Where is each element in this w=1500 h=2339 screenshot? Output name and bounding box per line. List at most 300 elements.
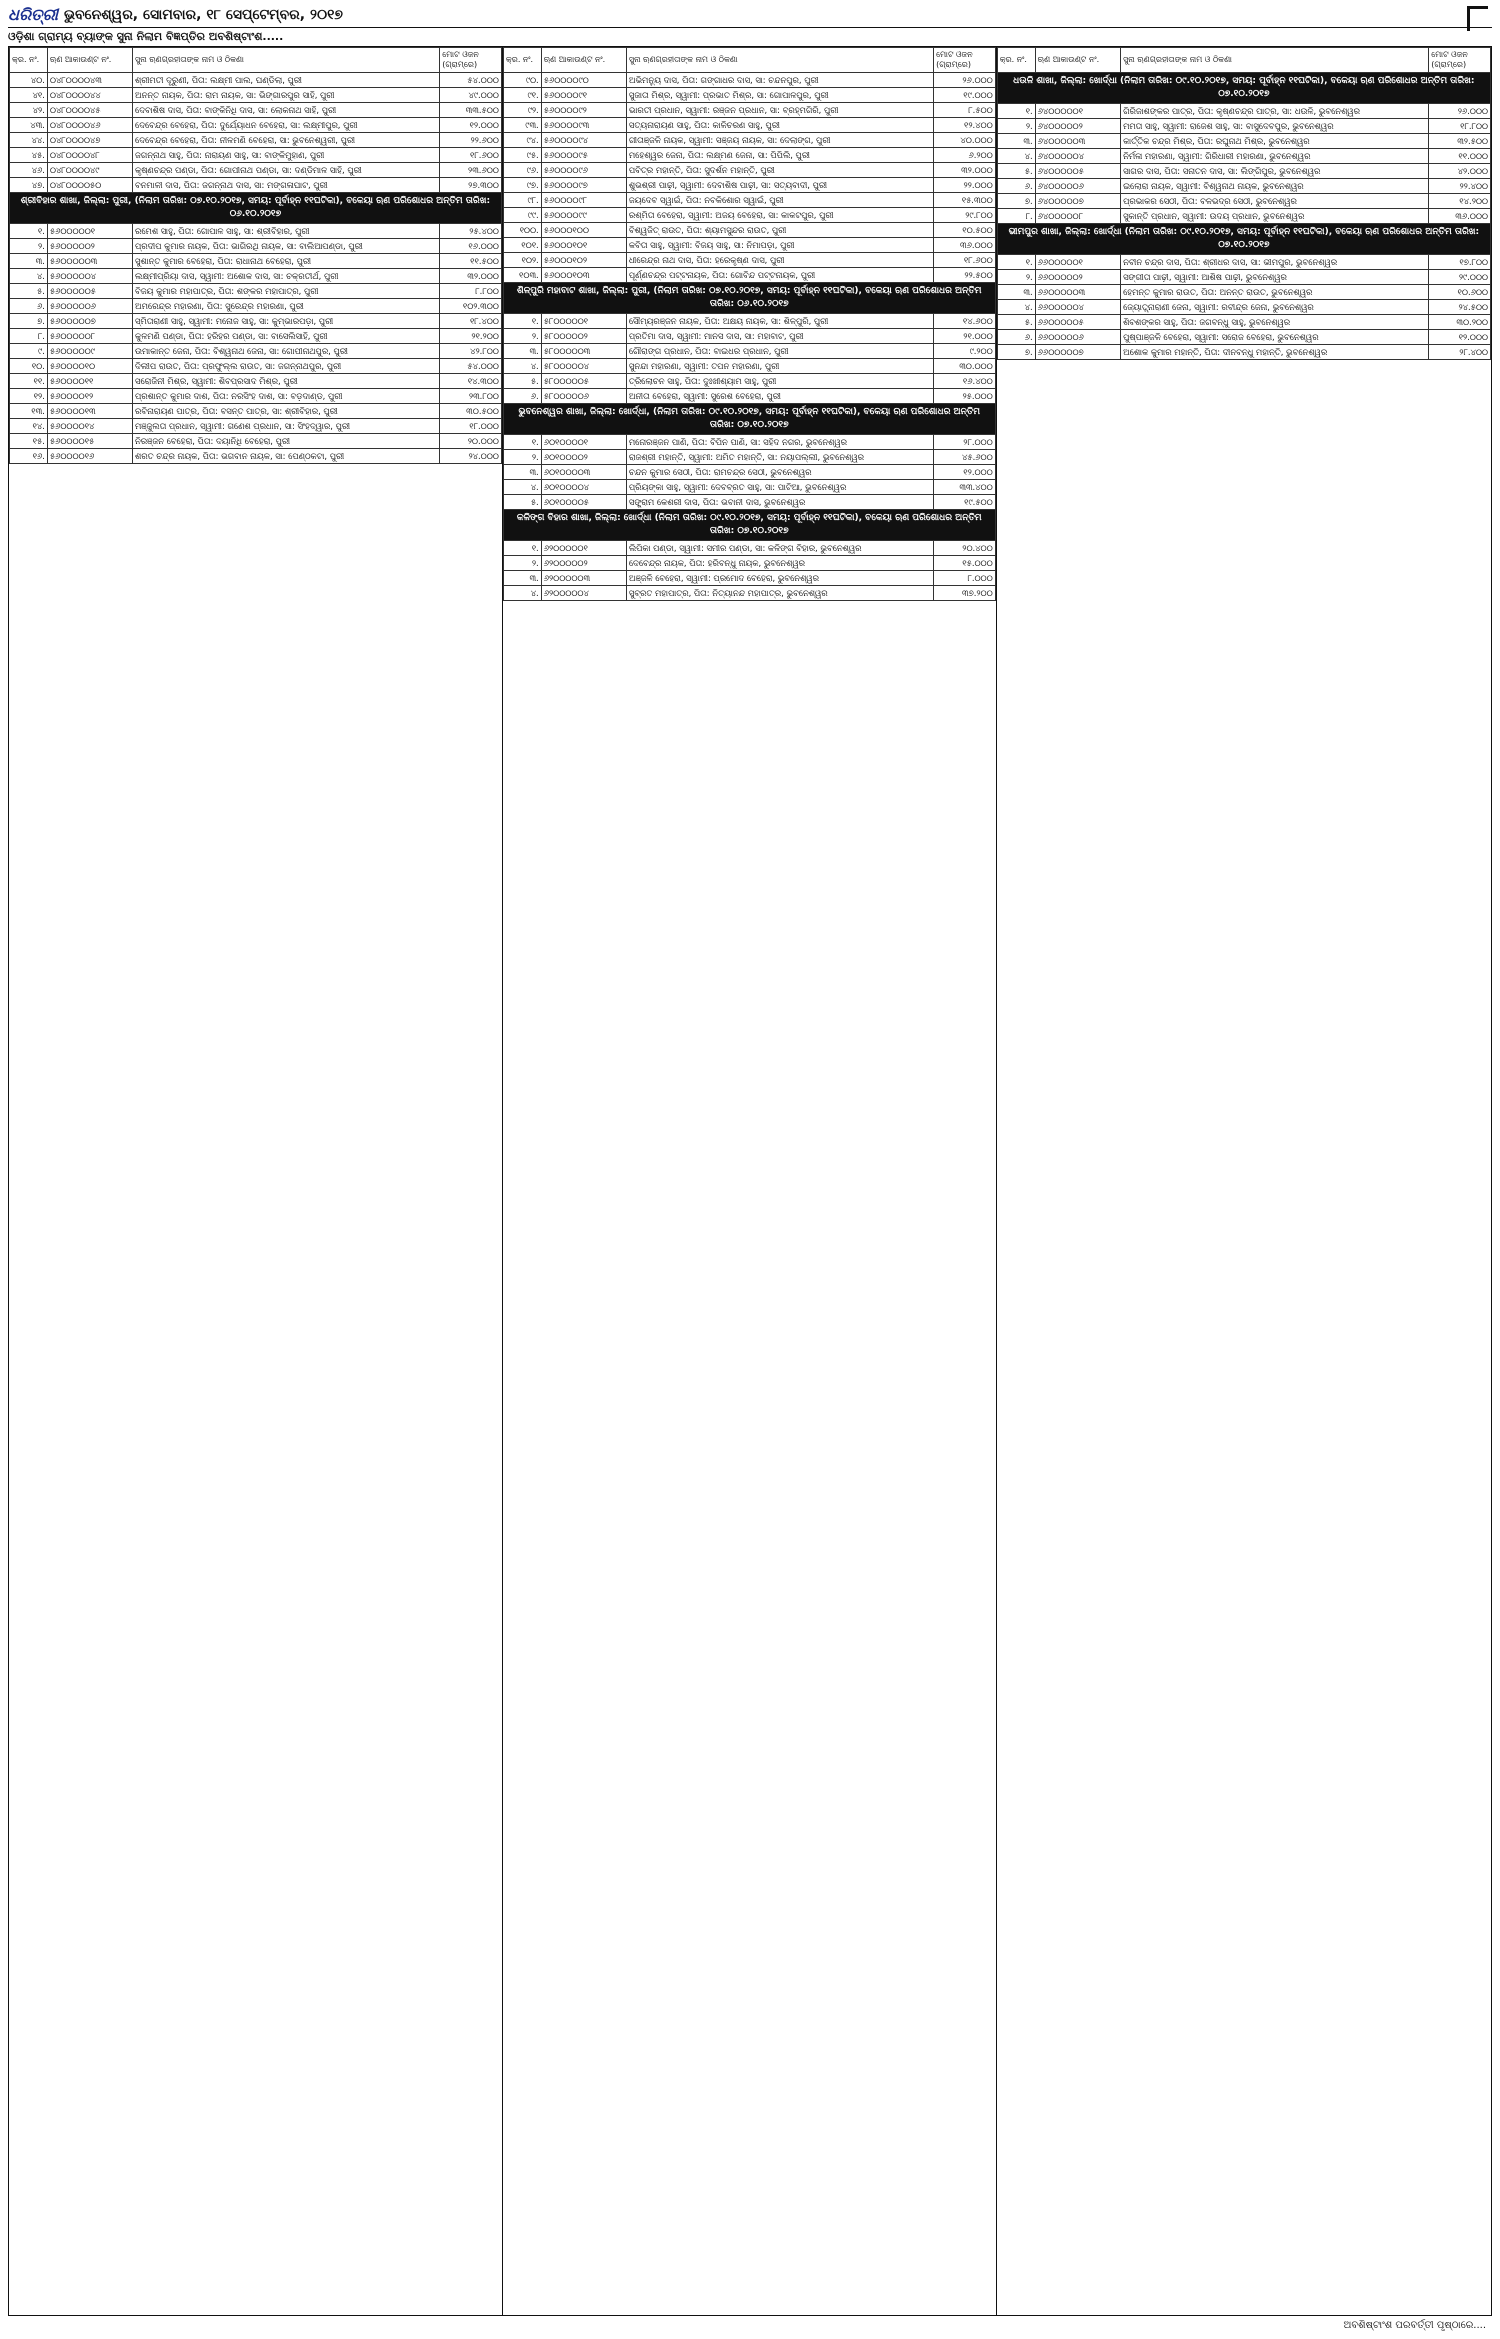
cell-wt: ୪୨.୦୦୦ xyxy=(1429,164,1491,179)
cell-sl: ୩. xyxy=(10,254,48,269)
cell-name: ମମତା ସାହୁ, ସ୍ୱାମୀ: ରାଜେଶ ସାହୁ, ସା: ବାସୁଦେବପୁର, ଭୁବନେଶ୍ୱର xyxy=(1121,119,1429,134)
table-row xyxy=(10,73,502,88)
cell-name: ସୁନନ୍ଦା ମହାରଣା, ସ୍ୱାମୀ: ତପନ ମହାରଣା, ପୁରୀ xyxy=(626,359,933,374)
cell-name: ସୁଶାନ୍ତ କୁମାର ବେହେରା, ପିତା: ରାଧାନାଥ ବେହେରା, ପୁରୀ xyxy=(133,254,440,269)
cell-wt: ୧୧.୦୦୦ xyxy=(1429,149,1491,164)
cell-wt: ୨୨.୪୦୦ xyxy=(1429,179,1491,194)
cell-acc: ୫୬୦୦୦୧୦୩ xyxy=(541,268,626,283)
cell-sl: ୧. xyxy=(503,314,541,329)
cell-sl: ୩. xyxy=(503,465,541,480)
cell-wt: ୨୦.୦୦୦ xyxy=(440,434,502,449)
table-row xyxy=(503,163,995,178)
table-row xyxy=(503,556,995,571)
cell-wt: ୨୩.୮୦୦ xyxy=(440,389,502,404)
cell-sl: ୪୨. xyxy=(10,103,48,118)
cell-name: ବିଶ୍ୱଜିତ୍ ରାଉତ, ପିତା: ଶ୍ୟାମସୁନ୍ଦର ରାଉତ, ପୁରୀ xyxy=(626,223,933,238)
cell-wt: ୨୮.୪୦୦ xyxy=(1429,345,1491,360)
cell-name: ଶିବଶଙ୍କର ସାହୁ, ପିତା: ଜଗବନ୍ଧୁ ସାହୁ, ଭୁବନେଶ୍ୱର xyxy=(1121,315,1429,330)
cell-acc: ୬୦୧୦୦୦୦୪ xyxy=(541,480,626,495)
table-row xyxy=(503,118,995,133)
dateline: ଭୁବନେଶ୍ୱର, ସୋମବାର, ୧୮ ସେପ୍ଟେମ୍ବର, ୨୦୧୭ xyxy=(63,7,343,23)
cell-sl: ୨. xyxy=(997,119,1035,134)
cell-wt: ୩୬.୦୦୦ xyxy=(1429,209,1491,224)
cell-name: ଜୟଦେବ ସ୍ୱାଇଁ, ପିତା: ନବକିଶୋର ସ୍ୱାଇଁ, ପୁରୀ xyxy=(626,193,933,208)
cell-acc: ୫୬୦୦୦୦୧୦ xyxy=(47,359,132,374)
table-row xyxy=(503,465,995,480)
table-row xyxy=(10,359,502,374)
branch-banner-row xyxy=(997,224,1490,255)
cell-acc: ୬୦୧୦୦୦୦୧ xyxy=(541,435,626,450)
cell-wt: ୧୨.୦୦୦ xyxy=(1429,330,1491,345)
cell-wt: ୨୪.୫୦୦ xyxy=(1429,300,1491,315)
cell-acc: ୦୪୮୦୦୦୦୪୩ xyxy=(47,73,132,88)
cell-acc: ୬୨୦୦୦୦୦୪ xyxy=(541,586,626,601)
table-row xyxy=(503,450,995,465)
branch-banner: ଧଉଳି ଶାଖା, ଜିଲ୍ଲା: ଖୋର୍ଦ୍ଧା (ନିଲାମ ତାରିଖ: ୦୯.୧୦.୨୦୧୭, ସମୟ: ପୂର୍ବାହ୍ନ ୧୧ଘଟିକା), ବକେୟା ଋଣ ପରିଶୋଧର ଅନ୍ତିମ ତାରିଖ: ୦୭.୧୦.୨୦୧୭ xyxy=(997,73,1490,104)
cell-sl: ୨. xyxy=(997,270,1035,285)
header-name: ସୁନା ଋଣଗ୍ରହୀତାଙ୍କ ନାମ ଓ ଠିକଣା xyxy=(626,48,933,73)
cell-acc: ୫୬୦୦୦୦୯୯ xyxy=(541,208,626,223)
cell-wt: ୧୦.୬୦୦ xyxy=(1429,285,1491,300)
table-header-row xyxy=(997,48,1490,73)
cell-acc: ୫୮୦୦୦୦୦୪ xyxy=(541,359,626,374)
cell-acc: ୫୬୦୦୦୦୯୧ xyxy=(541,88,626,103)
continued-note: ଅବଶିଷ୍ଟାଂଶ ପରବର୍ତ୍ତୀ ପୃଷ୍ଠାରେ.... xyxy=(1343,2320,1486,2331)
cell-acc: ୦୪୮୦୦୦୦୪୭ xyxy=(47,133,132,148)
table-row xyxy=(10,148,502,163)
table-row xyxy=(10,404,502,419)
table-row xyxy=(503,133,995,148)
cell-wt: ୫୪.୦୦୦ xyxy=(440,73,502,88)
cell-sl: ୧. xyxy=(503,435,541,450)
newspaper-brand: ଧରିତ୍ରୀ xyxy=(8,5,58,24)
table-row xyxy=(10,163,502,178)
cell-name: ପ୍ରଭାକର ସେଠୀ, ପିତା: ବଳଭଦ୍ର ସେଠୀ, ଭୁବନେଶ୍ୱର xyxy=(1121,194,1429,209)
cell-acc: ୫୬୦୦୦୦୯୨ xyxy=(541,103,626,118)
cell-name: ରବିନାରାୟଣ ପାତ୍ର, ପିତା: ବସନ୍ତ ପାତ୍ର, ସା: ଶ୍ରୀବିହାର, ପୁରୀ xyxy=(133,404,440,419)
cell-name: ଅମରେନ୍ଦ୍ର ମହାରଣା, ପିତା: ସୁରେନ୍ଦ୍ର ମହାରଣା, ପୁରୀ xyxy=(133,299,440,314)
table-row xyxy=(503,571,995,586)
cell-wt: ୧୨.୦୦୦ xyxy=(440,118,502,133)
cell-acc: ୬୪୦୦୦୦୦୨ xyxy=(1035,119,1120,134)
cell-acc: ୫୬୦୦୦୦୯୫ xyxy=(541,148,626,163)
cell-wt: ୨୨.୫୦୦ xyxy=(934,268,996,283)
cell-acc: ୬୪୦୦୦୦୦୩ xyxy=(1035,134,1120,149)
cell-name: ସଙ୍ଗୀତା ପାଢ଼ୀ, ସ୍ୱାମୀ: ଆଶିଷ ପାଢ଼ୀ, ଭୁବନେଶ୍ୱର xyxy=(1121,270,1429,285)
cell-sl: ୪୭. xyxy=(10,178,48,193)
cell-sl: ୧୦୨. xyxy=(503,253,541,268)
cell-name: ଅନନ୍ତ ନାୟକ, ପିତା: ରାମ ନାୟକ, ସା: ଭିଙ୍ଗାରପୁର ସାହି, ପୁରୀ xyxy=(133,88,440,103)
cell-wt: ୧୯.୫୦୦ xyxy=(934,495,996,510)
cell-name: ପୂର୍ଣ୍ଣଚନ୍ଦ୍ର ପଟ୍ଟନାୟକ, ପିତା: ଗୋବିନ୍ଦ ପଟ୍ଟନାୟକ, ପୁରୀ xyxy=(626,268,933,283)
table-row xyxy=(503,268,995,283)
cell-name: ହେମନ୍ତ କୁମାର ରାଉତ, ପିତା: ଅନନ୍ତ ରାଉତ, ଭୁବନେଶ୍ୱର xyxy=(1121,285,1429,300)
table-row xyxy=(10,374,502,389)
cell-acc: ୫୬୦୦୦୦୦୧ xyxy=(47,224,132,239)
cell-wt: ୩୭.୨୦୦ xyxy=(934,586,996,601)
masthead-rule xyxy=(8,27,1492,28)
cell-acc: ୫୬୦୦୦୧୦୦ xyxy=(541,223,626,238)
table-row xyxy=(997,315,1490,330)
cell-sl: ୯୫. xyxy=(503,148,541,163)
cell-sl: ୫. xyxy=(997,315,1035,330)
table-row xyxy=(10,103,502,118)
cell-acc: ୬୬୦୦୦୦୦୬ xyxy=(1035,330,1120,345)
cell-sl: ୧୦୦. xyxy=(503,223,541,238)
header-account: ଋଣ ଆକାଉଣ୍ଟ ନଂ. xyxy=(47,48,132,73)
cell-wt: ୩୬.୦୦୦ xyxy=(934,238,996,253)
cell-sl: ୪୧. xyxy=(10,88,48,103)
cell-wt: ୧୯.୦୦୦ xyxy=(934,88,996,103)
cell-name: କୃଷ୍ଣଚନ୍ଦ୍ର ପଣ୍ଡା, ପିତା: ଗୋପୀନାଥ ପଣ୍ଡା, ସା: ଦଣ୍ଡିମାଳ ସାହି, ପୁରୀ xyxy=(133,163,440,178)
cell-sl: ୯୭. xyxy=(503,178,541,193)
cell-name: ନିର୍ମଳା ମହାରଣା, ସ୍ୱାମୀ: ଗିରିଧାରୀ ମହାରଣା, ଭୁବନେଶ୍ୱର xyxy=(1121,149,1429,164)
cell-acc: ୬୪୦୦୦୦୦୧ xyxy=(1035,104,1120,119)
auction-table xyxy=(503,47,996,601)
header-weight: ମୋଟ ଓଜନ (ଗ୍ରାମ୍‌ରେ) xyxy=(440,48,502,73)
cell-acc: ୦୪୮୦୦୦୦୪୫ xyxy=(47,103,132,118)
header-weight: ମୋଟ ଓଜନ (ଗ୍ରାମ୍‌ରେ) xyxy=(1429,48,1491,73)
cell-sl: ୯୮. xyxy=(503,193,541,208)
cell-sl: ୧୦. xyxy=(10,359,48,374)
cell-wt: ୮.୮୦୦ xyxy=(440,284,502,299)
branch-banner-row xyxy=(503,404,995,435)
cell-acc: ୫୬୦୦୦୦୦୪ xyxy=(47,269,132,284)
cell-sl: ୫. xyxy=(10,284,48,299)
cell-name: ଜ୍ୟୋତ୍ସ୍ନାରାଣୀ ଜେନା, ସ୍ୱାମୀ: ରବୀନ୍ଦ୍ର ଜେନା, ଭୁବନେଶ୍ୱର xyxy=(1121,300,1429,315)
cell-sl: ୧୩. xyxy=(10,404,48,419)
cell-sl: ୭. xyxy=(10,314,48,329)
cell-sl: ୩. xyxy=(997,285,1035,300)
branch-banner-row xyxy=(997,73,1490,104)
cell-acc: ୬୪୦୦୦୦୦୬ xyxy=(1035,179,1120,194)
cell-wt: ୧୭.୮୦୦ xyxy=(1429,255,1491,270)
cell-acc: ୫୬୦୦୦୦୦୩ xyxy=(47,254,132,269)
cell-wt: ୬.୨୦୦ xyxy=(934,148,996,163)
cell-wt: ୩୩.୪୦୦ xyxy=(934,480,996,495)
branch-banner-row xyxy=(10,193,502,224)
cell-acc: ୬୬୦୦୦୦୦୨ xyxy=(1035,270,1120,285)
cell-acc: ୦୪୮୦୦୦୦୪୮ xyxy=(47,148,132,163)
table-row xyxy=(503,193,995,208)
cell-acc: ୬୦୧୦୦୦୦୫ xyxy=(541,495,626,510)
branch-banner: ଶ୍ରୀବିହାର ଶାଖା, ଜିଲ୍ଲା: ପୁରୀ, (ନିଲାମ ତାରିଖ: ୦୭.୧୦.୨୦୧୭, ସମୟ: ପୂର୍ବାହ୍ନ ୧୧ଘଟିକା), ବକେୟା ଋଣ ପରିଶୋଧର ଅନ୍ତିମ ତାରିଖ: ୦୬.୧୦.୨୦୧୭ xyxy=(10,193,502,224)
cell-name: କୁଳମଣି ପଣ୍ଡା, ପିତା: ହରିହର ପଣ୍ଡା, ସା: ବାସେଲିସାହି, ପୁରୀ xyxy=(133,329,440,344)
cell-sl: ୬. xyxy=(997,179,1035,194)
cell-acc: ୫୬୦୦୦୦୯୦ xyxy=(541,73,626,88)
cell-acc: ୫୬୦୦୦୦୧୧ xyxy=(47,374,132,389)
cell-acc: ୬୬୦୦୦୦୦୩ xyxy=(1035,285,1120,300)
header-sl: କ୍ର. ନଂ. xyxy=(10,48,48,73)
cell-name: ମଞ୍ଜୁଲତା ପ୍ରଧାନ, ସ୍ୱାମୀ: ଗଣେଶ ପ୍ରଧାନ, ସା: ସିଂହଦ୍ୱାର, ପୁରୀ xyxy=(133,419,440,434)
cell-sl: ୯୦. xyxy=(503,73,541,88)
cell-wt: ୧୦୨.୩୦୦ xyxy=(440,299,502,314)
table-row xyxy=(997,270,1490,285)
cell-sl: ୧୫. xyxy=(10,434,48,449)
cell-acc: ୬୬୦୦୦୦୦୪ xyxy=(1035,300,1120,315)
branch-banner: ଭୁବନେଶ୍ୱର ଶାଖା, ଜିଲ୍ଲା: ଖୋର୍ଦ୍ଧା, (ନିଲାମ ତାରିଖ: ୦୯.୧୦.୨୦୧୭, ସମୟ: ପୂର୍ବାହ୍ନ ୧୧ଘଟିକା), ବକେୟା ଋଣ ପରିଶୋଧର ଅନ୍ତିମ ତାରିଖ: ୦୭.୧୦.୨୦୧୭ xyxy=(503,404,995,435)
table-row xyxy=(10,239,502,254)
cell-name: ଶୁଭଶ୍ରୀ ପାଢ଼ୀ, ସ୍ୱାମୀ: ଦେବାଶିଷ ପାଢ଼ୀ, ସା: ସତ୍ୟବାଦୀ, ପୁରୀ xyxy=(626,178,933,193)
cell-name: ଅଭିମନ୍ୟୁ ଦାସ, ପିତା: ଗଙ୍ଗାଧର ଦାସ, ସା: ଚନ୍ଦନପୁର, ପୁରୀ xyxy=(626,73,933,88)
cell-wt: ୧୪.୩୦୦ xyxy=(440,374,502,389)
table-row xyxy=(997,194,1490,209)
cell-sl: ୪୪. xyxy=(10,133,48,148)
table-row xyxy=(503,329,995,344)
header-weight: ମୋଟ ଓଜନ (ଗ୍ରାମ୍‌ରେ) xyxy=(934,48,996,73)
cell-wt: ୨୫.୦୦୦ xyxy=(934,389,996,404)
column-3 xyxy=(996,46,1492,2316)
cell-name: ନିରଞ୍ଜନ ବେହେରା, ପିତା: ଦୟାନିଧି ବେହେରା, ପୁରୀ xyxy=(133,434,440,449)
cell-sl: ୧୬. xyxy=(10,449,48,464)
cell-name: ଲିପିକା ପଣ୍ଡା, ସ୍ୱାମୀ: ସମୀର ପଣ୍ଡା, ସା: କଳିଙ୍ଗ ବିହାର, ଭୁବନେଶ୍ୱର xyxy=(626,541,933,556)
table-row xyxy=(503,495,995,510)
cell-wt: ୧୪.୨୦୦ xyxy=(1429,194,1491,209)
cell-acc: ୫୬୦୦୦୦୧୫ xyxy=(47,434,132,449)
cell-sl: ୬. xyxy=(10,299,48,314)
cell-wt: ୨୬.୦୦୦ xyxy=(934,73,996,88)
cell-sl: ୯୪. xyxy=(503,133,541,148)
cell-acc: ୬୪୦୦୦୦୦୭ xyxy=(1035,194,1120,209)
cell-acc: ୬୪୦୦୦୦୦୮ xyxy=(1035,209,1120,224)
table-row xyxy=(503,389,995,404)
cell-name: ମହେଶ୍ୱର ଜେନା, ପିତା: ଲକ୍ଷ୍ମଣ ଜେନା, ସା: ପିପିଲି, ପୁରୀ xyxy=(626,148,933,163)
cell-sl: ୨. xyxy=(503,556,541,571)
table-row xyxy=(503,178,995,193)
cell-sl: ୭. xyxy=(997,345,1035,360)
table-row xyxy=(503,480,995,495)
column-2 xyxy=(502,46,996,2316)
cell-name: ଅନୀତା ବେହେରା, ସ୍ୱାମୀ: ସୁରେଶ ବେହେରା, ପୁରୀ xyxy=(626,389,933,404)
cell-name: କାର୍ତ୍ତିକ ଚନ୍ଦ୍ର ମିଶ୍ର, ପିତା: ରଘୁନାଥ ମିଶ୍ର, ଭୁବନେଶ୍ୱର xyxy=(1121,134,1429,149)
cell-acc: ୬୬୦୦୦୦୦୫ xyxy=(1035,315,1120,330)
cell-name: ସତ୍ୟନାରାୟଣ ସାହୁ, ପିତା: କାଳିଚରଣ ସାହୁ, ପୁରୀ xyxy=(626,118,933,133)
cell-wt: ୨୮.୦୦୦ xyxy=(934,435,996,450)
cell-acc: ୫୬୦୦୦୦୧୩ xyxy=(47,404,132,419)
table-row xyxy=(10,284,502,299)
table-row xyxy=(503,208,995,223)
table-row xyxy=(997,149,1490,164)
cell-name: ସଙ୍ଗ୍ରାମ କେଶରୀ ଦାସ, ପିତା: ଭବାନୀ ଦାସ, ଭୁବନେଶ୍ୱର xyxy=(626,495,933,510)
cell-acc: ୫୮୦୦୦୦୦୨ xyxy=(541,329,626,344)
cell-wt: ୧୧.୫୦୦ xyxy=(440,254,502,269)
cell-name: ଗୀତାଞ୍ଜଳି ନାୟକ, ସ୍ୱାମୀ: ସଞ୍ଜୟ ନାୟକ, ସା: ଦେଲାଙ୍ଗ, ପୁରୀ xyxy=(626,133,933,148)
table-row xyxy=(503,586,995,601)
table-row xyxy=(503,223,995,238)
cell-name: ଦେବେନ୍ଦ୍ର ବେହେରା, ପିତା: ନୀଳମଣି ବେହେରା, ସା: ଭୁବନେଶ୍ୱରୀ, ପୁରୀ xyxy=(133,133,440,148)
auction-table xyxy=(9,47,502,464)
cell-acc: ୫୬୦୦୦୦୦୬ xyxy=(47,299,132,314)
cell-sl: ୧୦୩. xyxy=(503,268,541,283)
cell-name: ସୁଜାତା ମିଶ୍ର, ସ୍ୱାମୀ: ପ୍ରଭାତ ମିଶ୍ର, ସା: ଗୋପାଳପୁର, ପୁରୀ xyxy=(626,88,933,103)
table-row xyxy=(503,148,995,163)
table-row xyxy=(997,255,1490,270)
cell-wt: ୪୯.୦୦୦ xyxy=(440,88,502,103)
cell-sl: ୯. xyxy=(10,344,48,359)
column-1 xyxy=(8,46,502,2316)
masthead xyxy=(8,4,343,26)
table-row xyxy=(997,300,1490,315)
cell-sl: ୪. xyxy=(997,300,1035,315)
cell-wt: ୩୩.୫୦୦ xyxy=(440,103,502,118)
cell-name: ବିଜୟ କୁମାର ମହାପାତ୍ର, ପିତା: ଶଙ୍କର ମହାପାତ୍ର, ପୁରୀ xyxy=(133,284,440,299)
cell-wt: ୧୨.୦୦୦ xyxy=(934,465,996,480)
cell-sl: ୯୬. xyxy=(503,163,541,178)
cell-name: ଲକ୍ଷ୍ମୀପ୍ରିୟା ଦାସ, ସ୍ୱାମୀ: ଅଶୋକ ଦାସ, ସା: ଚକ୍ରତୀର୍ଥ, ପୁରୀ xyxy=(133,269,440,284)
cell-wt: ୧୮.୪୦୦ xyxy=(440,314,502,329)
cell-wt: ୨୦.୪୦୦ xyxy=(934,541,996,556)
cell-wt: ୩୨.୦୦୦ xyxy=(934,163,996,178)
cell-acc: ୫୬୦୦୦୦୧୨ xyxy=(47,389,132,404)
cell-name: ସୌମ୍ୟରଞ୍ଜନ ନାୟକ, ପିତା: ଅକ୍ଷୟ ନାୟକ, ସା: ଶିଳ୍ପୁରି, ପୁରୀ xyxy=(626,314,933,329)
cell-name: ନବୀନ ଚନ୍ଦ୍ର ଦାସ, ପିତା: ଶ୍ରୀଧର ଦାସ, ସା: ଭୀମପୁର, ଭୁବନେଶ୍ୱର xyxy=(1121,255,1429,270)
table-row xyxy=(997,345,1490,360)
cell-name: ପବିତ୍ର ମହାନ୍ତି, ପିତା: ସୁଦର୍ଶନ ମହାନ୍ତି, ପୁରୀ xyxy=(626,163,933,178)
cell-wt: ୧୬.୪୦୦ xyxy=(934,374,996,389)
cell-name: ସରୋଜିନୀ ମିଶ୍ର, ସ୍ୱାମୀ: ଶିବପ୍ରସାଦ ମିଶ୍ର, ପୁରୀ xyxy=(133,374,440,389)
cell-name: ରାଜଶ୍ରୀ ମହାନ୍ତି, ସ୍ୱାମୀ: ଅମିତ ମହାନ୍ତି, ସା: ନୟାପଲ୍ଲୀ, ଭୁବନେଶ୍ୱର xyxy=(626,450,933,465)
cell-sl: ୪. xyxy=(503,359,541,374)
cell-name: ଚନ୍ଦନ କୁମାର ସେଠୀ, ପିତା: ରାମଚନ୍ଦ୍ର ସେଠୀ, ଭୁବନେଶ୍ୱର xyxy=(626,465,933,480)
cell-sl: ୪୦. xyxy=(10,73,48,88)
table-row xyxy=(503,88,995,103)
cell-name: ଶ୍ରୀମତୀ ଦୂରୁଣୀ, ପିତା: ଲକ୍ଷ୍ମୀ ପାଲ, ଘଣ୍ଡିଲା, ପୁରୀ xyxy=(133,73,440,88)
table-header-row xyxy=(10,48,502,73)
cell-acc: ୫୬୦୦୦୧୦୧ xyxy=(541,238,626,253)
cell-name: ଧୀରେନ୍ଦ୍ର ନାଥ ଦାସ, ପିତା: ହରେକୃଷ୍ଣ ଦାସ, ପୁରୀ xyxy=(626,253,933,268)
cell-wt: ୨୨.୬୦୦ xyxy=(440,133,502,148)
table-row xyxy=(503,359,995,374)
table-row xyxy=(997,179,1490,194)
table-row xyxy=(10,269,502,284)
cell-wt: ୧୮.୬୦୦ xyxy=(440,148,502,163)
cell-name: ଉମାକାନ୍ତ ଜେନା, ପିତା: ବିଶ୍ୱନାଥ ଜେନା, ସା: ଗୋପୀନାଥପୁର, ପୁରୀ xyxy=(133,344,440,359)
cell-sl: ୪. xyxy=(10,269,48,284)
cell-sl: ୪୩. xyxy=(10,118,48,133)
corner-crop-mark xyxy=(1467,6,1488,31)
cell-wt: ୧୫.୦୦୦ xyxy=(934,556,996,571)
table-row xyxy=(10,254,502,269)
cell-wt: ୯.୨୦୦ xyxy=(934,344,996,359)
cell-name: ଦେବାଶିଷ ଦାସ, ପିତା: ବାଙ୍କିନିଧି ଦାସ, ସା: ଲୋକନାଥ ସାହି, ପୁରୀ xyxy=(133,103,440,118)
cell-wt: ୧୨.୪୦୦ xyxy=(934,118,996,133)
cell-acc: ୬୬୦୦୦୦୦୧ xyxy=(1035,255,1120,270)
cell-wt: ୩୨.୫୦୦ xyxy=(1429,134,1491,149)
cell-sl: ୬. xyxy=(503,389,541,404)
cell-name: ସ୍ମିତାରାଣୀ ସାହୁ, ସ୍ୱାମୀ: ମନୋଜ ସାହୁ, ସା: କୁମ୍ଭାରପଡ଼ା, ପୁରୀ xyxy=(133,314,440,329)
cell-acc: ୫୬୦୦୦୦୧୪ xyxy=(47,419,132,434)
auction-table xyxy=(997,47,1491,360)
cell-name: ଗୌରାଙ୍ଗ ପ୍ରଧାନ, ପିତା: ବାଇଧର ପ୍ରଧାନ, ପୁରୀ xyxy=(626,344,933,359)
table-row xyxy=(503,103,995,118)
cell-sl: ୨. xyxy=(10,239,48,254)
cell-wt: ୪୨.୮୦୦ xyxy=(440,344,502,359)
cell-sl: ୮. xyxy=(10,329,48,344)
header-name: ସୁନା ଋଣଗ୍ରହୀତାଙ୍କ ନାମ ଓ ଠିକଣା xyxy=(133,48,440,73)
cell-name: ମନୋରଞ୍ଜନ ପାଣି, ପିତା: ବିପିନ ପାଣି, ସା: ସହିଦ ନଗର, ଭୁବନେଶ୍ୱର xyxy=(626,435,933,450)
table-row xyxy=(10,314,502,329)
cell-name: ସୁବ୍ରତ ମହାପାତ୍ର, ପିତା: ନିତ୍ୟାନନ୍ଦ ମହାପାତ୍ର, ଭୁବନେଶ୍ୱର xyxy=(626,586,933,601)
header-sl: କ୍ର. ନଂ. xyxy=(503,48,541,73)
cell-name: ପ୍ରିୟଙ୍କା ସାହୁ, ସ୍ୱାମୀ: ଦେବବ୍ରତ ସାହୁ, ସା: ପାଟିଆ, ଭୁବନେଶ୍ୱର xyxy=(626,480,933,495)
cell-sl: ୧. xyxy=(10,224,48,239)
cell-acc: ୬୨୦୦୦୦୦୧ xyxy=(541,541,626,556)
cell-sl: ୧୪. xyxy=(10,419,48,434)
cell-acc: ୫୬୦୦୦୦୦୨ xyxy=(47,239,132,254)
cell-sl: ୧୨. xyxy=(10,389,48,404)
cell-wt: ୨୯.୮୦୦ xyxy=(934,208,996,223)
table-row xyxy=(503,541,995,556)
cell-wt: ୩୦.୦୦୦ xyxy=(934,359,996,374)
table-row xyxy=(10,118,502,133)
cell-acc: ୬୪୦୦୦୦୦୪ xyxy=(1035,149,1120,164)
cell-sl: ୫. xyxy=(503,495,541,510)
cell-name: ବନମାଳୀ ଦାସ, ପିତା: ଜଗନ୍ନାଥ ଦାସ, ସା: ମଙ୍ଗଳାଘାଟ, ପୁରୀ xyxy=(133,178,440,193)
cell-acc: ୬୦୧୦୦୦୦୨ xyxy=(541,450,626,465)
branch-banner: କଳିଙ୍ଗ ବିହାର ଶାଖା, ଜିଲ୍ଲା: ଖୋର୍ଦ୍ଧା (ନିଲାମ ତାରିଖ: ୦୯.୧୦.୨୦୧୭, ସମୟ: ପୂର୍ବାହ୍ନ ୧୧ଘଟିକା), ବକେୟା ଋଣ ପରିଶୋଧର ଅନ୍ତିମ ତାରିଖ: ୦୭.୧୦.୨୦୧୭ xyxy=(503,510,995,541)
table-row xyxy=(997,134,1490,149)
table-row xyxy=(10,133,502,148)
cell-wt: ୩୦.୫୦୦ xyxy=(440,404,502,419)
cell-sl: ୪୫. xyxy=(10,148,48,163)
cell-wt: ୧୪.୬୦୦ xyxy=(934,314,996,329)
table-row xyxy=(997,164,1490,179)
table-row xyxy=(10,389,502,404)
cell-acc: ୫୮୦୦୦୦୦୫ xyxy=(541,374,626,389)
cell-acc: ୫୮୦୦୦୦୦୬ xyxy=(541,389,626,404)
cell-name: ସାଗର ଦାସ, ପିତା: ସନାତନ ଦାସ, ସା: ଲିଙ୍ଗିପୁର, ଭୁବନେଶ୍ୱର xyxy=(1121,164,1429,179)
cell-sl: ୪. xyxy=(503,586,541,601)
table-row xyxy=(10,344,502,359)
notice-subtitle: ଓଡ଼ିଶା ଗ୍ରାମ୍ୟ ବ୍ୟାଙ୍କ ସୁନା ନିଲାମ ବିଜ୍ଞପ୍ତିର ଅବଶିଷ୍ଟାଂଶ..... xyxy=(8,30,284,43)
cell-sl: ୧. xyxy=(997,104,1035,119)
table-row xyxy=(503,314,995,329)
cell-acc: ୫୬୦୦୦୦୯୪ xyxy=(541,133,626,148)
cell-acc: ୫୬୦୦୦୧୦୨ xyxy=(541,253,626,268)
cell-sl: ୭. xyxy=(997,194,1035,209)
cell-name: ଜଗନ୍ନାଥ ସାହୁ, ପିତା: ନାରାୟଣ ସାହୁ, ସା: ବାଙ୍କିମୁହାଣ, ପୁରୀ xyxy=(133,148,440,163)
cell-sl: ୪. xyxy=(503,480,541,495)
cell-wt: ୧୦.୫୦୦ xyxy=(934,223,996,238)
table-row xyxy=(997,209,1490,224)
cell-acc: ୫୬୦୦୦୦୦୭ xyxy=(47,314,132,329)
cell-acc: ୬୨୦୦୦୦୦୩ xyxy=(541,571,626,586)
cell-sl: ୨. xyxy=(503,450,541,465)
cell-name: ଭାରତୀ ପ୍ରଧାନ, ସ୍ୱାମୀ: ରଞ୍ଜନ ପ୍ରଧାନ, ସା: ବ୍ରହ୍ମଗିରି, ପୁରୀ xyxy=(626,103,933,118)
cell-acc: ୬୬୦୦୦୦୦୭ xyxy=(1035,345,1120,360)
cell-acc: ୬୪୦୦୦୦୦୫ xyxy=(1035,164,1120,179)
table-header-row xyxy=(503,48,995,73)
table-row xyxy=(10,434,502,449)
table-row xyxy=(503,253,995,268)
cell-wt: ୧୮.୬୦୦ xyxy=(934,253,996,268)
cell-acc: ୫୬୦୦୦୦୦୯ xyxy=(47,344,132,359)
branch-banner-row xyxy=(503,283,995,314)
cell-wt: ୪୫.୬୦୦ xyxy=(934,450,996,465)
table-row xyxy=(10,178,502,193)
cell-sl: ୧୧. xyxy=(10,374,48,389)
cell-wt: ୨୭.୩୦୦ xyxy=(440,178,502,193)
table-row xyxy=(997,330,1490,345)
cell-name: ସୁକାନ୍ତି ପ୍ରଧାନ, ସ୍ୱାମୀ: ଉଦୟ ପ୍ରଧାନ, ଭୁବନେଶ୍ୱର xyxy=(1121,209,1429,224)
cell-name: ପୁଷ୍ପାଞ୍ଜଳି ବେହେରା, ସ୍ୱାମୀ: ସରୋଜ ବେହେରା, ଭୁବନେଶ୍ୱର xyxy=(1121,330,1429,345)
cell-acc: ୫୬୦୦୦୦୯୮ xyxy=(541,193,626,208)
cell-wt: ୧୮.୮୦୦ xyxy=(1429,119,1491,134)
cell-sl: ୫. xyxy=(503,374,541,389)
table-row xyxy=(997,119,1490,134)
cell-wt: ୩୨.୦୦୦ xyxy=(440,269,502,284)
table-row xyxy=(997,285,1490,300)
